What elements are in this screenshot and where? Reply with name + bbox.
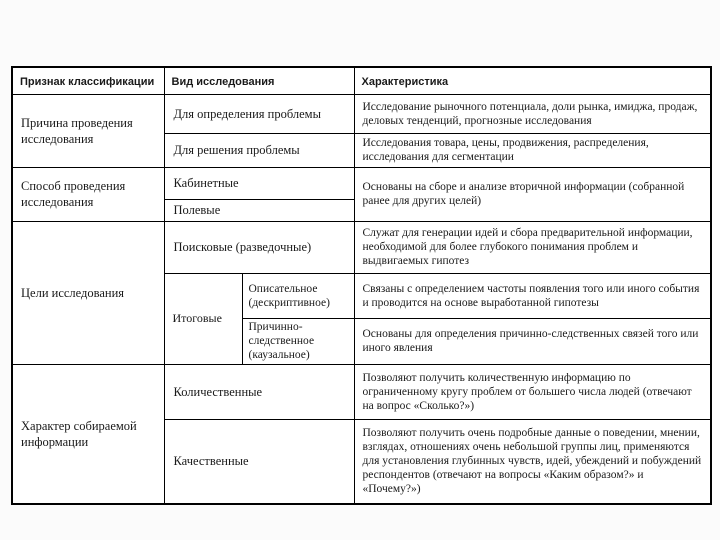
table-row (12, 167, 711, 199)
characteristic-cell: Основаны на сборе и анализе вторичной информации (собранной ранее для других целей) (354, 167, 711, 221)
type-cell: Поисковые (разведочные) (164, 221, 354, 273)
subtype-cell: Описательное (дескриптивное) (242, 273, 354, 318)
type-cell: Полевые (164, 199, 354, 221)
subtype-cell: Причинно-следственное (каузальное) (242, 318, 354, 364)
type-cell: Для определения проблемы (164, 94, 354, 133)
type-group-cell: Итоговые (164, 273, 242, 364)
characteristic-cell: Связаны с определением частоты появления того или иного события и проводится на основе выработанной гипотезы (354, 273, 711, 318)
feature-cell: Способ проведения исследования (12, 167, 164, 221)
classification-table (11, 66, 712, 505)
header-type: Вид исследования (164, 67, 354, 94)
header-characteristic: Характеристика (354, 67, 711, 94)
type-cell: Кабинетные (164, 167, 354, 199)
type-cell: Качественные (164, 419, 354, 504)
characteristic-cell: Служат для генерации идей и сбора предварительной информации, необходимой для более глубокого понимания проблем и выдвигаемых гипотез (354, 221, 711, 273)
header-row (12, 67, 711, 94)
characteristic-cell: Позволяют получить количественную информацию по ограниченному кругу проблем от большего числа людей (отвечают на вопрос «Сколько?») (354, 364, 711, 419)
characteristic-cell: Позволяют получить очень подробные данные о поведении, мнении, взглядах, отношениях очень небольшой группы лиц, применяются для установления глубинных чувств, идей, убеждений и побуждений респондентов (отвечают на вопросы «Каким образом?» и «Почему?») (354, 419, 711, 504)
characteristic-cell: Исследование рыночного потенциала, доли рынка, имиджа, продаж, деловых тенденций, прогнозные исследования (354, 94, 711, 133)
table-row (12, 94, 711, 133)
header-feature: Признак классификации (12, 67, 164, 94)
characteristic-cell: Основаны для определения причинно-следственных связей того или иного явления (354, 318, 711, 364)
table-row (12, 221, 711, 273)
feature-cell: Цели исследования (12, 221, 164, 364)
characteristic-cell: Исследования товара, цены, продвижения, распределения, исследования для сегментации (354, 133, 711, 167)
feature-cell: Характер собираемой информации (12, 364, 164, 504)
type-cell: Количественные (164, 364, 354, 419)
feature-cell: Причина проведения исследования (12, 94, 164, 167)
type-cell: Для решения проблемы (164, 133, 354, 167)
table-row (12, 364, 711, 419)
